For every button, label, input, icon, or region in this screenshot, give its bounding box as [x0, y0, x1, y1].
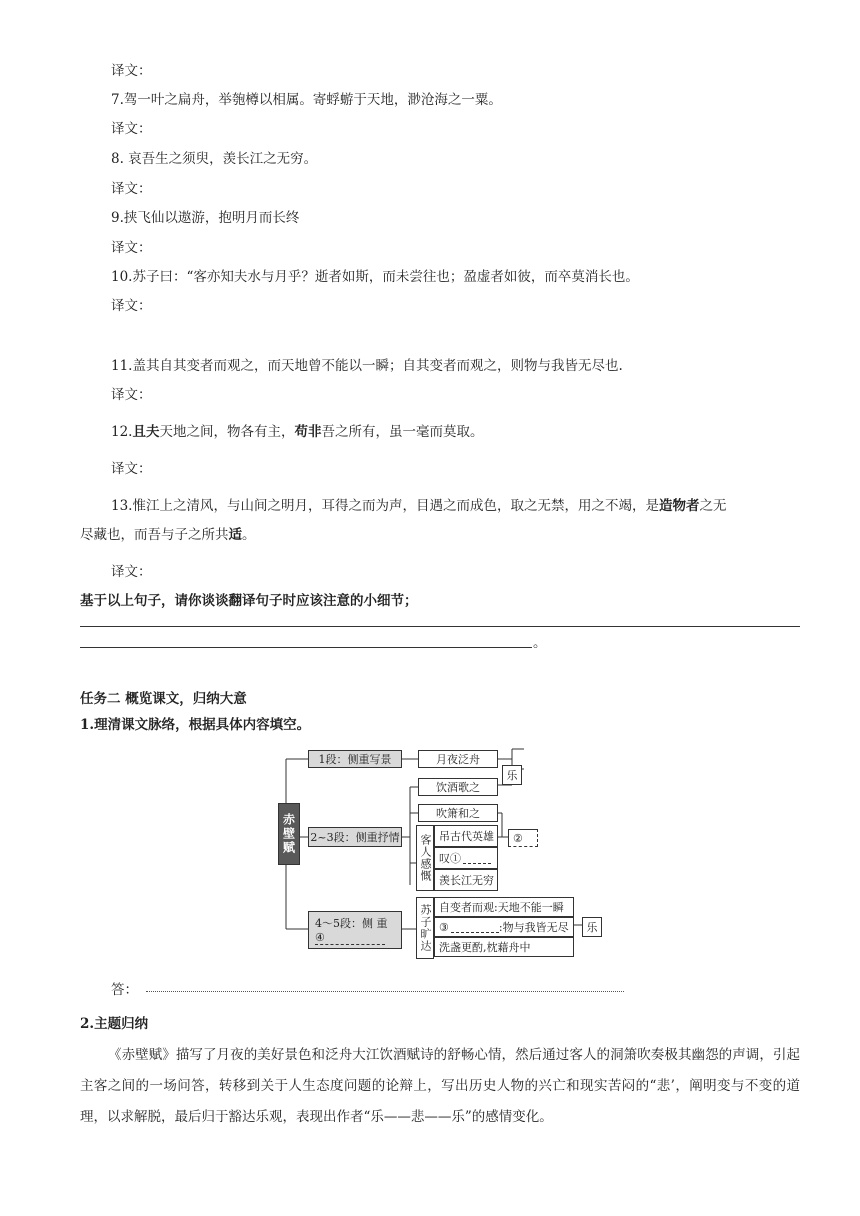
translation-label-7: 译文：	[111, 121, 152, 137]
diagram-joy-1: 乐	[502, 765, 522, 785]
sentence-13-line2	[80, 526, 256, 544]
keyword-goufei: 苟非	[294, 424, 322, 440]
diagram-section-1: 1段：侧重写景	[308, 750, 402, 768]
diagram-envy-river: 羡长江无穷	[434, 869, 498, 891]
diagram-blank-2[interactable]	[508, 829, 538, 847]
diagram-blank-1-label: 叹①	[439, 852, 461, 865]
sentence-10: 10.苏子曰：“客亦知夫水与月乎？逝者如斯，而未尝往也；盈虚者如彼，而卒莫消长也。	[111, 269, 639, 285]
translation-label-8: 译文：	[111, 181, 152, 197]
sentence-13-part3: 尽藏也，而吾与子之所共	[80, 527, 229, 543]
translation-label-13: 译文：	[111, 564, 152, 580]
diagram-section-3	[308, 911, 402, 949]
diagram-root: 赤壁赋	[278, 803, 300, 865]
translation-label-12: 译文：	[111, 461, 152, 477]
structure-diagram	[270, 745, 610, 960]
sentence-7: 7.驾一叶之扁舟，举匏樽以相属。寄蜉蝣于天地，渺沧海之一粟。	[111, 92, 502, 108]
diagram-blank-3[interactable]	[434, 917, 574, 937]
answer-dotted-line[interactable]	[146, 991, 624, 992]
sentence-9: 9.挟飞仙以遨游，抱明月而长终	[111, 210, 300, 226]
sentence-11: 11.盖其自其变者而观之，而天地曾不能以一瞬；自其变者而观之，则物与我皆无尽也.	[111, 358, 623, 374]
diagram-blank-1[interactable]	[434, 847, 498, 869]
keyword-zaowuzhe: 造物者	[658, 498, 700, 514]
diagram-blank-3-line	[451, 922, 499, 933]
diagram-blank-3-label: ③	[439, 920, 449, 934]
sentence-12-num: 12.	[111, 424, 133, 440]
answer-blank-line-2[interactable]	[80, 647, 532, 648]
diagram-drink-sing: 饮酒歌之	[418, 778, 498, 796]
diagram-moonlit-boating: 月夜泛舟	[418, 750, 498, 768]
diagram-su-broad-mind: 苏子旷达	[416, 897, 434, 959]
sentence-13-line1	[111, 497, 726, 515]
sentence-12-part2: 天地之间，物各有主，	[159, 424, 295, 440]
diagram-section-3-title: 4～5段：侧 重	[315, 917, 388, 930]
theme-summary: 《赤壁赋》描写了月夜的美好景色和泛舟大江饮酒赋诗的舒畅心情，然后通过客人的洞箫吹奏极其幽怨的声调，引起主客之间的一场问答，转移到关于人生态度问题的论辩上，写出历史人物的兴亡和现实苦闷的“悲’，阐明变与不变的道理，以求解脱，最后归于豁达乐观，表现出作者“乐——悲——乐”的感情变化。	[80, 1047, 800, 1125]
diagram-blank-4[interactable]: ④	[315, 931, 385, 945]
diagram-blank-1-line	[463, 853, 491, 864]
diagram-play-flute: 吹箫和之	[418, 804, 498, 822]
diagram-blank-2-label: ②	[513, 831, 523, 845]
answer-label: 答：	[111, 982, 138, 998]
keyword-shi: 适	[228, 527, 242, 543]
translation-label-10: 译文：	[111, 298, 152, 314]
diagram-joy-2: 乐	[582, 917, 602, 937]
translation-tips-prompt: 基于以上句子，请你谈谈翻译句子时应该注意的小细节；	[80, 593, 418, 609]
keyword-qiefu: 且夫	[132, 424, 160, 440]
diagram-drink-again: 洗盏更酌,枕藉舟中	[434, 937, 574, 957]
sentence-13-part2: 之无	[699, 498, 727, 514]
diagram-section-2: 2~3段：侧重抒情	[308, 827, 402, 847]
task2-sub2: 2.主题归纳	[80, 1016, 149, 1032]
sentence-8: 8. 哀吾生之须臾，羡长江之无穷。	[111, 151, 318, 167]
diagram-change-view: 自变者而观:天地不能一瞬	[434, 897, 574, 917]
translation-label-6: 译文：	[111, 63, 152, 79]
task2-sub1: 1.理清课文脉络，根据具体内容填空。	[80, 717, 311, 733]
translation-label-9: 译文：	[111, 240, 152, 256]
translation-label-11: 译文：	[111, 387, 152, 403]
diagram-blank-3-text: :物与我皆无尽	[498, 921, 569, 934]
sentence-13-part1: 13.惟江上之清风，与山间之明月，耳得之而为声，目遇之而成色，取之无禁，用之不竭，是	[111, 498, 659, 514]
sentence-12	[111, 423, 483, 441]
sentence-13-end: 。	[242, 527, 256, 543]
answer-blank-line-1[interactable]	[80, 626, 800, 627]
answer-period: 。	[533, 635, 547, 651]
diagram-mourn-heroes: 吊古代英雄	[434, 825, 498, 847]
sentence-12-part3: 吾之所有，虽一毫而莫取。	[321, 424, 484, 440]
task2-title: 任务二 概览课文，归纳大意	[80, 691, 247, 707]
diagram-guest-sigh: 客人感慨	[416, 825, 434, 891]
